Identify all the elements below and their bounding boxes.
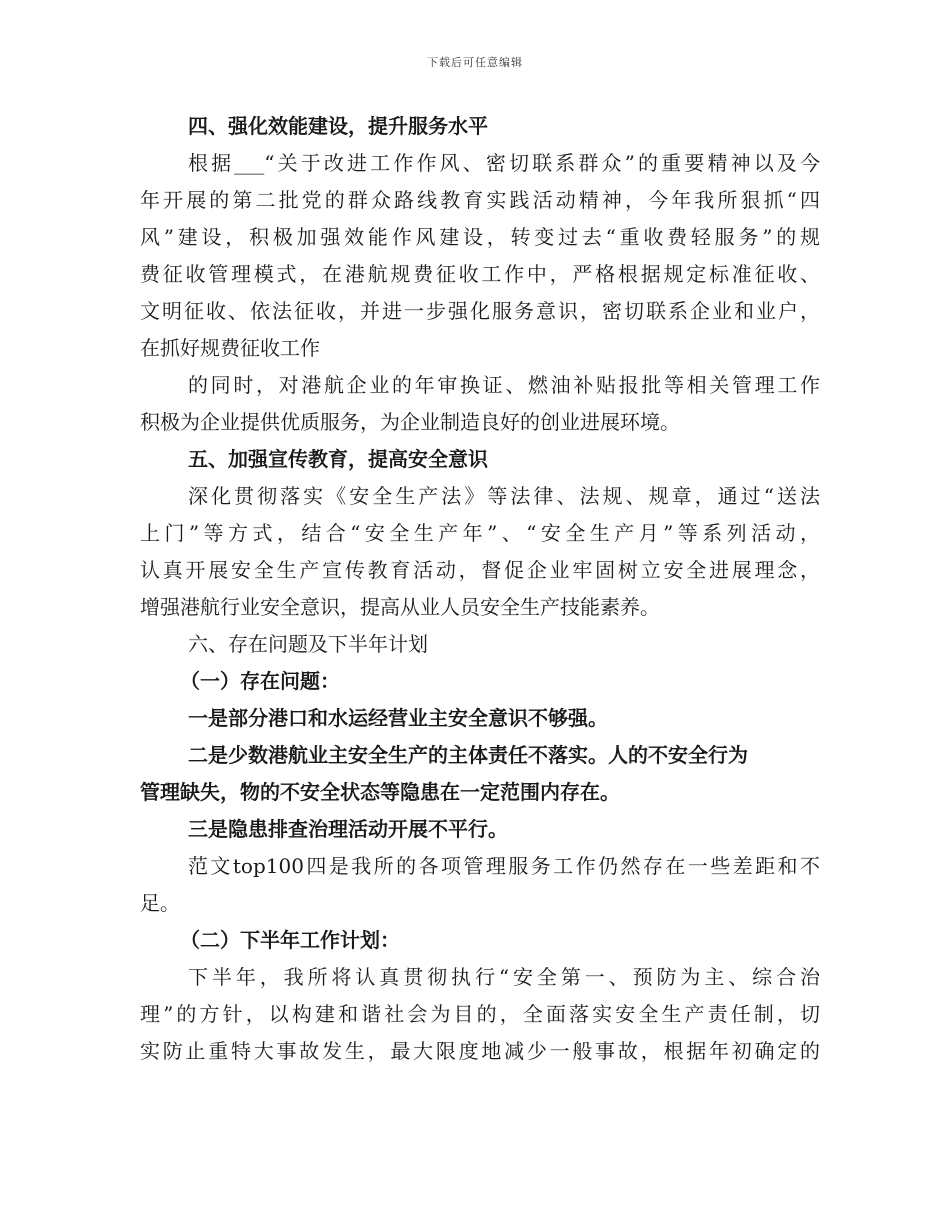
paragraph-line: 的同时，对港航企业的年审换证、燃油补贴报批等相关管理工作	[188, 373, 820, 397]
paragraph-line: 认真开展安全生产宣传教育活动，督促企业牢固树立安全进展理念，	[140, 558, 820, 582]
subsection-heading-problems: （一）存在问题：	[180, 669, 340, 693]
section-heading-4: 四、强化效能建设，提升服务水平	[188, 114, 488, 138]
paragraph-line: 积极为企业提供优质服务，为企业制造良好的创业进展环境。	[140, 410, 680, 434]
paragraph-line: 年开展的第二批党的群众路线教育实践活动精神，今年我所狠抓“四	[140, 188, 820, 212]
section-heading-6: 六、存在问题及下半年计划	[188, 632, 428, 656]
problem-item-4: 范文top100四是我所的各项管理服务工作仍然存在一些差距和不	[188, 854, 820, 878]
page-header: 下载后可任意编辑	[427, 56, 523, 69]
problem-item-1: 一是部分港口和水运经营业主安全意识不够强。	[188, 706, 608, 730]
paragraph-line: 上门”等方式，结合“安全生产年”、“安全生产月”等系列活动，	[140, 521, 820, 545]
paragraph-line: 费征收管理模式，在港航规费征收工作中，严格根据规定标准征收、	[140, 262, 820, 286]
paragraph-line: 理”的方针，以构建和谐社会为目的，全面落实安全生产责任制，切	[140, 1002, 820, 1026]
problem-item-2-cont: 管理缺失，物的不安全状态等隐患在一定范围内存在。	[140, 780, 620, 804]
paragraph-line: 根据___“关于改进工作作风、密切联系群众”的重要精神以及今	[188, 151, 820, 175]
document-body	[140, 108, 820, 1070]
paragraph-line: 下半年，我所将认真贯彻执行“安全第一、预防为主、综合治	[188, 965, 820, 989]
subsection-heading-plan: （二）下半年工作计划：	[180, 928, 400, 952]
paragraph-line: 深化贯彻落实《安全生产法》等法律、法规、规章，通过“送法	[188, 484, 820, 508]
paragraph-line: 风”建设，积极加强效能作风建设，转变过去“重收费轻服务”的规	[140, 225, 820, 249]
paragraph-line: 实防止重特大事故发生，最大限度地减少一般事故，根据年初确定的	[140, 1039, 820, 1063]
problem-item-2: 二是少数港航业主安全生产的主体责任不落实。人的不安全行为	[188, 743, 748, 767]
section-heading-5: 五、加强宣传教育，提高安全意识	[188, 447, 488, 471]
problem-item-3: 三是隐患排查治理活动开展不平行。	[188, 817, 508, 841]
paragraph-line: 在抓好规费征收工作	[140, 336, 320, 360]
paragraph-line: 增强港航行业安全意识，提高从业人员安全生产技能素养。	[140, 595, 660, 619]
paragraph-line: 足。	[140, 891, 180, 915]
paragraph-line: 文明征收、依法征收，并进一步强化服务意识，密切联系企业和业户，	[140, 299, 820, 323]
